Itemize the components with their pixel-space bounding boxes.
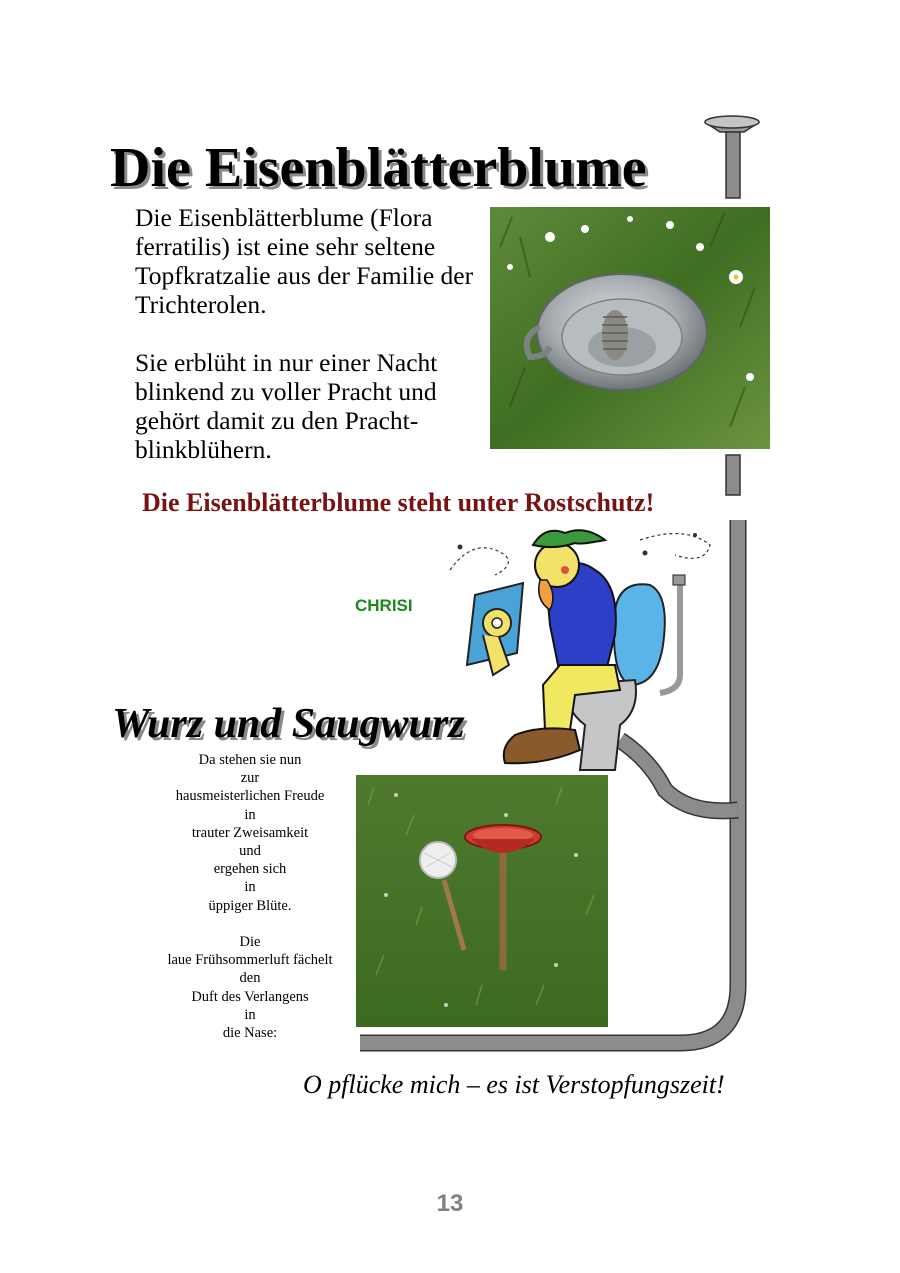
toilet-cartoon-drawing bbox=[445, 525, 715, 775]
poem-line bbox=[150, 915, 350, 933]
funnel-flower-photo bbox=[490, 207, 770, 449]
intro-text bbox=[135, 203, 485, 493]
protection-notice: Die Eisenblätterblume steht unter Rostschutz! bbox=[142, 488, 655, 517]
poem-line: in bbox=[244, 1006, 256, 1023]
section-title: Wurz und Saugwurz bbox=[112, 701, 465, 747]
slogan-text: O pflücke mich – es ist Verstopfungszeit! bbox=[303, 1070, 725, 1099]
poem-line: Duft des Verlangens bbox=[191, 988, 309, 1005]
poem-line: und bbox=[239, 843, 261, 860]
poem-line: Da stehen sie nun bbox=[198, 752, 302, 768]
poem-line: in bbox=[244, 806, 256, 823]
poem-line: in bbox=[244, 879, 256, 896]
poem-line: die Nase: bbox=[222, 1025, 278, 1042]
intro-paragraph-1: Die Eisenblätterblume (Flora ferratilis) ist eine sehr seltene Topfkratzalie aus der Familie der Trichterolen. bbox=[135, 203, 474, 319]
poem-line: zur bbox=[240, 770, 260, 787]
poem-line: laue Frühsommerluft fächelt bbox=[167, 952, 333, 969]
poem-line: hausmeisterlichen Freude bbox=[175, 788, 325, 805]
intro-paragraph-2: Sie erblüht in nur einer Nacht blinkend zu voller Pracht und gehört damit zu den Pracht-blinkblühern. bbox=[135, 348, 438, 464]
page-number: 13 bbox=[436, 1190, 464, 1217]
poem-line: Die bbox=[239, 934, 261, 951]
poem-line: ergehen sich bbox=[213, 861, 287, 878]
poem-line: üppiger Blüte. bbox=[208, 897, 292, 914]
poem-line: den bbox=[239, 970, 261, 987]
pipe-cap-icon bbox=[705, 116, 759, 198]
poem-text bbox=[150, 751, 350, 1042]
brush-plunger-photo bbox=[356, 775, 608, 1027]
poem-line: trauter Zweisamkeit bbox=[191, 824, 309, 841]
page-title: Die Eisenblätterblume bbox=[110, 137, 647, 199]
artist-signature: CHRISI bbox=[355, 596, 413, 615]
